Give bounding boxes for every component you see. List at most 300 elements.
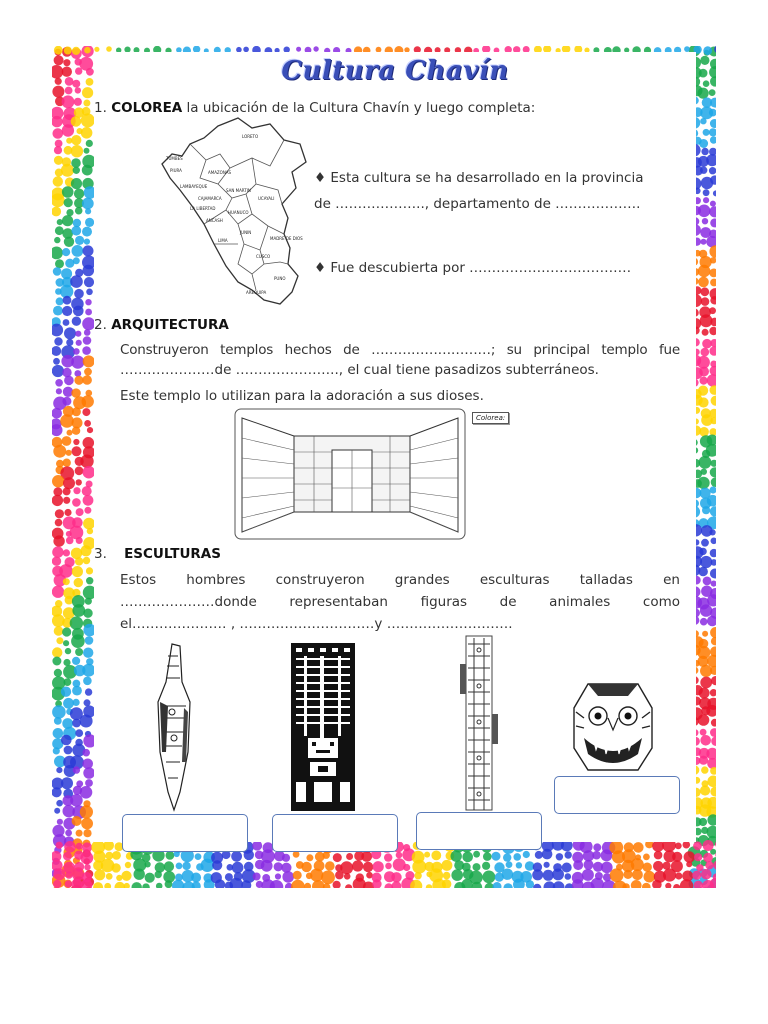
border-dot xyxy=(523,851,530,858)
bullet1-line1: ♦ Esta cultura se ha desarrollado en la provincia xyxy=(314,170,644,186)
border-dot xyxy=(53,176,63,186)
border-dot xyxy=(53,747,60,754)
clava-head-image xyxy=(568,678,658,776)
border-dot xyxy=(709,128,716,136)
border-dot xyxy=(346,853,353,860)
border-dot xyxy=(544,862,550,868)
border-dot xyxy=(710,98,716,108)
map-label: TUMBES xyxy=(166,156,183,161)
border-dot xyxy=(700,56,709,65)
border-dot xyxy=(84,239,90,245)
section3-heading xyxy=(94,544,221,564)
border-dot xyxy=(361,851,372,862)
border-dot xyxy=(53,728,64,739)
border-dot xyxy=(73,699,80,706)
border-dot xyxy=(111,863,120,872)
border-dot xyxy=(396,852,403,859)
border-dot xyxy=(64,327,76,339)
border-dot xyxy=(75,648,83,656)
border-dot xyxy=(87,528,93,534)
border-dot xyxy=(631,880,642,888)
border-dot xyxy=(323,852,330,859)
border-dot xyxy=(60,414,74,428)
border-dot xyxy=(52,346,61,356)
border-dot xyxy=(703,197,709,203)
border-dot xyxy=(462,852,473,863)
border-dot xyxy=(54,55,64,65)
border-dot xyxy=(710,689,716,696)
border-dot xyxy=(53,868,65,880)
border-dot xyxy=(710,136,716,143)
map-label: AREQUIPA xyxy=(246,290,267,295)
border-dot xyxy=(492,852,501,861)
border-dot xyxy=(644,871,656,883)
border-dot xyxy=(73,306,84,317)
border-dot xyxy=(451,850,462,861)
map-label: UCAYALI xyxy=(258,196,275,201)
border-dot xyxy=(493,882,502,888)
border-dot xyxy=(66,450,72,456)
section2-heading xyxy=(94,315,229,335)
border-dot xyxy=(642,883,651,888)
border-dot xyxy=(83,245,94,256)
border-dot xyxy=(63,59,70,66)
border-dot xyxy=(698,386,708,396)
border-dot xyxy=(709,327,716,335)
map-label: LAMBAYEQUE xyxy=(180,184,208,189)
border-dot xyxy=(697,477,709,489)
answer-box-2[interactable] xyxy=(272,814,398,852)
border-dot xyxy=(145,873,155,883)
border-dot xyxy=(76,537,83,544)
peru-map-image xyxy=(160,114,330,310)
border-dot xyxy=(702,329,709,336)
border-dot xyxy=(72,245,84,257)
map-label: LA LIBERTAD xyxy=(190,206,216,211)
border-dot xyxy=(125,862,131,868)
border-dot xyxy=(73,348,80,355)
border-dot xyxy=(702,631,708,637)
border-dot xyxy=(451,869,463,881)
border-dot xyxy=(506,861,513,868)
border-dot xyxy=(64,376,74,386)
border-dot xyxy=(75,331,81,337)
border-dot xyxy=(55,226,64,235)
border-dot xyxy=(543,870,554,881)
border-dot xyxy=(82,486,92,496)
border-dot xyxy=(363,862,373,872)
border-dot xyxy=(56,800,63,807)
border-dot xyxy=(82,227,92,237)
border-dot xyxy=(62,124,74,136)
border-dot xyxy=(325,861,335,871)
border-dot xyxy=(63,497,70,504)
border-dot xyxy=(701,148,708,155)
border-dot xyxy=(132,882,142,888)
border-dot xyxy=(65,871,72,878)
border-dot xyxy=(121,871,131,881)
border-dot xyxy=(65,880,72,887)
border-dot xyxy=(282,871,294,883)
border-dot xyxy=(54,626,64,636)
border-dot xyxy=(71,226,81,236)
border-dot xyxy=(74,189,84,199)
section2-line1: Construyeron templos hechos de ………………………; su principal templo fue xyxy=(120,342,680,358)
border-dot xyxy=(52,475,64,487)
border-dot xyxy=(71,634,85,648)
border-dot xyxy=(63,852,72,861)
border-dot xyxy=(352,860,363,871)
border-dot xyxy=(703,189,710,196)
border-dot xyxy=(106,873,113,880)
border-dot xyxy=(72,317,81,326)
border-dot xyxy=(71,145,83,157)
border-dot xyxy=(52,647,62,657)
border-dot xyxy=(707,616,716,627)
border-dot xyxy=(72,566,83,577)
border-dot xyxy=(71,116,82,127)
border-dot xyxy=(142,883,150,888)
border-dot xyxy=(692,871,701,880)
border-dot xyxy=(584,860,594,870)
border-dot xyxy=(83,495,94,506)
border-dot xyxy=(65,77,74,86)
border-dot xyxy=(709,346,716,355)
border-dot xyxy=(710,627,716,638)
border-dot xyxy=(83,336,92,345)
border-dot xyxy=(711,637,716,645)
border-dot xyxy=(709,206,716,217)
border-dot xyxy=(72,498,81,507)
border-dot xyxy=(52,207,61,217)
border-dot xyxy=(698,265,710,277)
border-dot xyxy=(82,165,93,176)
border-dot xyxy=(81,818,93,830)
border-dot xyxy=(542,849,553,860)
border-dot xyxy=(710,119,716,128)
border-dot xyxy=(72,686,82,696)
border-dot xyxy=(57,819,63,825)
border-dot xyxy=(52,586,64,598)
map-label: PUNO xyxy=(274,276,286,281)
border-dot xyxy=(73,439,79,445)
border-dot xyxy=(74,578,83,587)
border-dot xyxy=(313,46,318,51)
border-dot xyxy=(64,198,73,207)
map-label: AMAZONAS xyxy=(208,170,232,175)
border-dot xyxy=(702,218,708,224)
border-dot xyxy=(67,430,73,436)
border-dot xyxy=(93,882,103,888)
border-dot xyxy=(145,861,151,867)
border-dot xyxy=(83,265,95,277)
section1-keyword: COLOREA xyxy=(111,100,183,116)
border-dot xyxy=(62,436,72,446)
border-dot xyxy=(711,719,716,727)
raimondi-stela-image xyxy=(290,642,356,812)
border-dot xyxy=(56,842,63,849)
border-dot xyxy=(66,339,73,346)
border-dot xyxy=(85,636,94,645)
map-label: HUANUCO xyxy=(228,210,249,215)
border-dot xyxy=(54,156,63,165)
border-dot xyxy=(700,118,706,124)
border-dot xyxy=(86,289,93,296)
border-dot xyxy=(552,869,564,881)
border-dot xyxy=(83,677,92,686)
border-dot xyxy=(61,687,71,697)
border-dot xyxy=(665,883,671,888)
border-dot xyxy=(344,873,351,880)
border-dot xyxy=(164,861,174,871)
border-dot xyxy=(633,842,644,853)
border-dot xyxy=(82,346,91,355)
border-dot xyxy=(57,219,63,225)
border-dot xyxy=(671,860,683,872)
border-dot xyxy=(565,873,572,880)
border-dot xyxy=(75,87,81,93)
border-dot xyxy=(709,307,716,314)
border-dot xyxy=(653,861,663,871)
border-dot xyxy=(72,816,82,826)
border-dot xyxy=(82,842,92,852)
border-dot xyxy=(63,487,71,495)
border-dot xyxy=(62,306,72,316)
border-dot xyxy=(52,86,64,98)
border-dot xyxy=(593,843,601,851)
border-dot xyxy=(75,236,84,245)
border-dot xyxy=(85,598,92,605)
border-dot xyxy=(83,648,93,658)
border-dot xyxy=(391,872,401,882)
border-dot xyxy=(63,459,71,467)
border-dot xyxy=(115,882,126,888)
border-dot xyxy=(503,883,512,888)
border-dot xyxy=(591,878,604,888)
border-dot xyxy=(385,863,392,870)
border-dot xyxy=(391,881,401,888)
border-dot xyxy=(71,356,84,369)
border-dot xyxy=(553,881,565,888)
border-dot xyxy=(710,506,716,516)
border-dot xyxy=(72,657,80,665)
border-dot xyxy=(84,368,92,376)
border-dot xyxy=(83,100,90,107)
border-dot xyxy=(631,858,644,871)
border-dot xyxy=(610,868,624,882)
border-dot xyxy=(82,749,90,757)
border-dot xyxy=(310,869,323,882)
border-dot xyxy=(104,883,111,888)
border-dot xyxy=(75,67,82,74)
border-dot xyxy=(709,167,716,174)
border-dot xyxy=(63,640,69,646)
border-dot xyxy=(703,80,710,87)
border-dot xyxy=(64,841,76,853)
border-dot xyxy=(166,851,175,860)
border-dot xyxy=(710,218,716,227)
border-dot xyxy=(83,829,91,837)
map-label: MADRE DE DIOS xyxy=(270,236,303,241)
border-dot xyxy=(709,269,716,278)
border-dot xyxy=(82,375,92,385)
border-dot xyxy=(86,68,94,76)
border-dot xyxy=(483,852,492,861)
border-dot xyxy=(699,367,709,377)
border-dot xyxy=(54,808,60,814)
border-dot xyxy=(384,853,392,861)
border-dot xyxy=(709,89,716,96)
border-dot xyxy=(556,853,563,860)
border-dot xyxy=(61,164,74,177)
border-dot xyxy=(62,215,73,226)
section3-line3: el………………… , …………………………y ………………………. xyxy=(120,616,513,632)
section1-instruction: la ubicación de la Cultura Chavín y luego completa: xyxy=(186,100,536,116)
border-dot xyxy=(70,275,83,288)
border-dot xyxy=(673,884,680,888)
border-dot xyxy=(52,657,61,666)
border-dot xyxy=(535,851,543,859)
section3-line1: Estos hombres construyeron grandes esculturas talladas en xyxy=(120,572,680,588)
border-dot xyxy=(66,537,74,545)
border-dot xyxy=(699,69,708,78)
border-dot xyxy=(65,830,72,837)
border-dot xyxy=(707,374,716,386)
border-dot xyxy=(296,47,301,52)
border-dot xyxy=(291,880,305,888)
border-dot xyxy=(700,556,712,568)
border-dot xyxy=(431,851,441,861)
border-dot xyxy=(275,873,281,879)
border-dot xyxy=(75,729,83,737)
border-dot xyxy=(713,190,716,196)
border-dot xyxy=(699,456,712,469)
border-dot xyxy=(443,872,451,880)
border-dot xyxy=(165,880,173,888)
border-dot xyxy=(112,851,121,860)
border-dot xyxy=(134,869,145,880)
border-dot xyxy=(76,508,84,516)
border-dot xyxy=(52,546,63,557)
border-dot xyxy=(592,851,601,860)
border-dot xyxy=(55,509,64,518)
border-dot xyxy=(231,851,242,862)
border-dot xyxy=(483,871,496,884)
border-dot xyxy=(56,767,62,773)
border-dot xyxy=(86,140,93,147)
border-dot xyxy=(699,548,706,555)
border-dot xyxy=(84,47,91,54)
border-dot xyxy=(711,538,717,545)
border-dot xyxy=(532,869,543,880)
border-dot xyxy=(253,873,261,881)
border-dot xyxy=(345,884,352,888)
border-dot xyxy=(703,46,712,55)
border-dot xyxy=(73,167,80,174)
border-dot xyxy=(696,864,703,871)
border-dot xyxy=(703,840,714,851)
border-dot xyxy=(281,863,291,873)
map-label: SAN MARTIN xyxy=(226,188,251,193)
border-dot xyxy=(698,205,711,218)
border-dot xyxy=(53,128,64,139)
answer-box-1[interactable] xyxy=(122,814,248,852)
diamond-bullet-icon: ♦ xyxy=(314,260,327,276)
border-dot xyxy=(76,830,83,837)
border-dot xyxy=(74,376,83,385)
border-dot xyxy=(698,88,709,99)
border-dot xyxy=(473,851,480,858)
border-dot xyxy=(182,862,190,870)
border-dot xyxy=(698,277,709,288)
border-dot xyxy=(700,785,710,795)
border-dot xyxy=(711,736,716,746)
section3-number: 3. xyxy=(94,546,107,562)
border-dot xyxy=(71,158,81,168)
border-dot xyxy=(710,878,716,888)
border-dot xyxy=(83,609,92,618)
border-dot xyxy=(293,871,302,880)
border-dot xyxy=(701,869,712,880)
border-dot xyxy=(72,47,80,55)
border-dot xyxy=(86,567,93,574)
border-dot xyxy=(53,267,62,276)
border-dot xyxy=(340,861,353,874)
answer-box-4[interactable] xyxy=(554,776,680,814)
border-dot xyxy=(63,549,70,556)
border-dot xyxy=(52,495,63,506)
border-dot xyxy=(52,365,64,377)
border-dot xyxy=(84,507,91,514)
border-dot xyxy=(54,337,62,345)
border-dot xyxy=(710,279,716,287)
border-dot xyxy=(53,358,60,365)
border-dot xyxy=(75,557,83,565)
border-dot xyxy=(686,861,692,867)
border-dot xyxy=(710,549,716,557)
border-dot xyxy=(306,854,313,861)
border-dot xyxy=(191,873,201,883)
border-dot xyxy=(675,843,682,850)
border-dot xyxy=(699,818,707,826)
border-dot xyxy=(424,852,430,858)
border-dot xyxy=(414,872,421,879)
border-dot xyxy=(71,548,82,559)
border-dot xyxy=(573,860,583,870)
answer-box-3[interactable] xyxy=(416,812,542,850)
border-dot xyxy=(195,853,202,860)
border-dot xyxy=(711,477,716,487)
border-dot xyxy=(87,427,93,433)
border-dot xyxy=(64,509,71,516)
section2-line3: Este templo lo utilizan para la adoración a sus dioses. xyxy=(120,388,484,404)
border-dot xyxy=(82,395,94,407)
border-dot xyxy=(710,728,716,737)
border-dot xyxy=(192,881,201,888)
border-dot xyxy=(62,368,71,377)
border-dot xyxy=(261,860,273,872)
border-dot xyxy=(701,766,708,773)
border-dot xyxy=(156,883,163,888)
border-dot xyxy=(562,863,572,873)
border-dot xyxy=(698,397,708,407)
border-dot xyxy=(632,869,643,880)
border-dot xyxy=(84,420,91,427)
border-dot xyxy=(94,869,105,880)
map-label: ANCASH xyxy=(206,218,223,223)
border-dot xyxy=(62,397,71,406)
section3-line2: …………………donde representaban figuras de animales como xyxy=(120,594,680,610)
